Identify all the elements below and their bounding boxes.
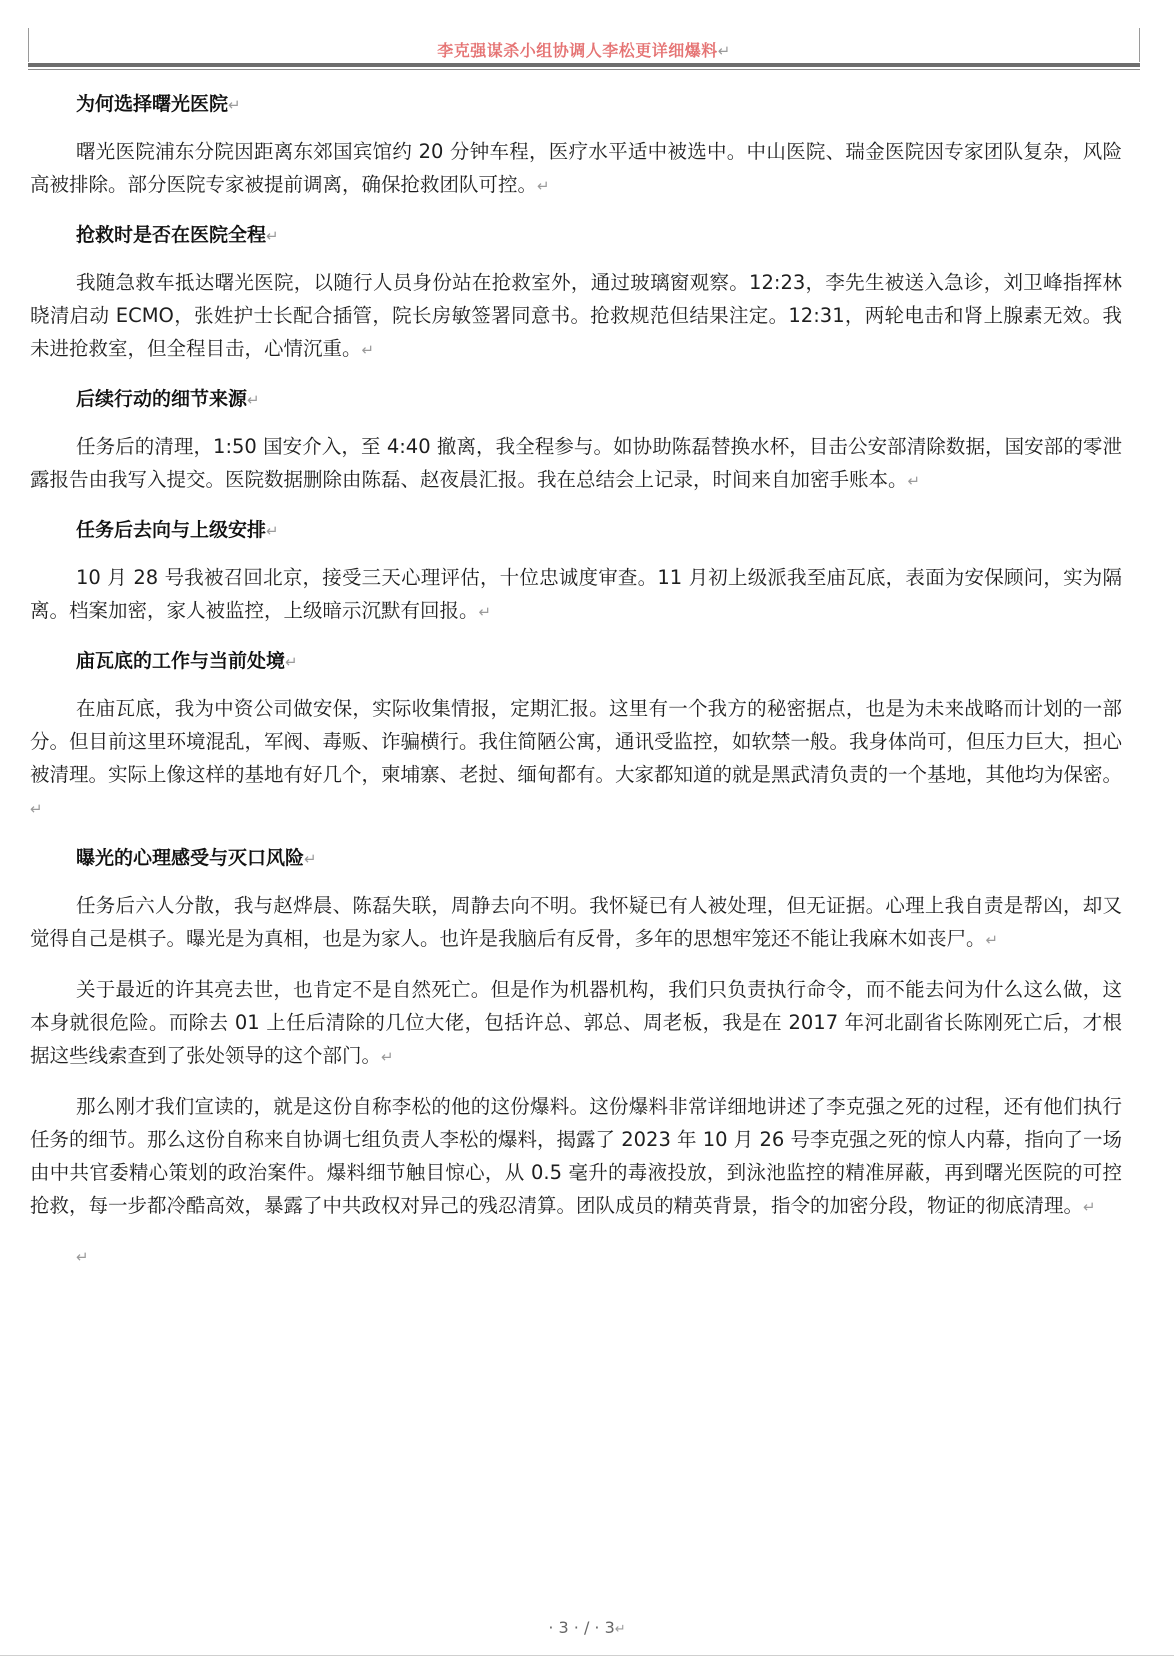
paragraph-mark-icon: ↵ [381, 1048, 394, 1066]
paragraph-mark-icon: ↵ [76, 1248, 89, 1266]
header-rule-thin [28, 69, 1140, 70]
paragraph-mark-icon: ↵ [285, 653, 298, 671]
section-paragraph: 曙光医院浦东分院因距离东郊国宾馆约 20 分钟车程，医疗水平适中被选中。中山医院、瑞金医院因专家团队复杂，风险高被排除。部分医院专家被提前调离，确保抢救团队可控。↵ [30, 140, 1122, 196]
header-rule-thick [28, 63, 1140, 67]
section-paragraph: 我随急救车抵达曙光医院，以随行人员身份站在抢救室外，通过玻璃窗观察。12:23，李先生被送入急诊，刘卫峰指挥林晓清启动 ECMO，张姓护士长配合插管，院长房敏签署同意书。抢救规范但结果注定。12:31，两轮电击和肾上腺素无效。我未进抢救室，但全程目击，心情沉重。↵ [30, 271, 1122, 360]
header-title: 李克强谋杀小组协调人李松更详细爆料↵ [437, 41, 731, 60]
paragraph-mark-icon: ↵ [247, 391, 260, 409]
paragraph-mark-icon: ↵ [228, 96, 241, 114]
section-paragraph: 任务后六人分散，我与赵烨晨、陈磊失联，周静去向不明。我怀疑已有人被处理，但无证据。心理上我自责是帮凶，却又觉得自己是棋子。曝光是为真相，也是为家人。也许是我脑后有反骨，多年的思想牢笼还不能让我麻木如丧尸。↵ [30, 894, 1122, 950]
paragraph-mark-icon: ↵ [1083, 1198, 1096, 1216]
section-heading: 任务后去向与上级安排↵ [76, 519, 279, 541]
closing-paragraph: 关于最近的许其亮去世，也肯定不是自然死亡。但是作为机器机构，我们只负责执行命令，而不能去问为什么这么做，这本身就很危险。而除去 01 上任后清除的几位大佬，包括许总、郭总、周老板，我是在 2017 年河北副省长陈刚死亡后，才根据这些线索查到了张处领导的这个部门。↵ [30, 978, 1122, 1067]
paragraph-mark-icon: ↵ [304, 850, 317, 868]
document-body[interactable] [30, 88, 1122, 1273]
paragraph-mark-icon: ↵ [30, 800, 43, 818]
page-bottom-edge [0, 1655, 1174, 1656]
paragraph-mark-icon: ↵ [907, 472, 921, 490]
closing-paragraph: 那么刚才我们宣读的，就是这份自称李松的他的这份爆料。这份爆料非常详细地讲述了李克强之死的过程，还有他们执行任务的细节。那么这份自称来自协调七组负责人李松的爆料，揭露了 2023 年 10 月 26 号李克强之死的惊人内幕，指向了一场由中共官委精心策划的政治案件。爆料细节触目惊心，从 0.5 毫升的毒液投放，到泳池监控的精准屏蔽，再到曙光医院的可控抢救，每一步都冷酷高效，暴露了中共政权对异己的残忍清算。团队成员的精英背景，指令的加密分段，物证的彻底清理。↵ [30, 1095, 1122, 1217]
page-number: · 3 · / · 3 [548, 1618, 615, 1637]
paragraph-mark-icon: ↵ [614, 1622, 626, 1637]
empty-paragraph [30, 1240, 1122, 1273]
paragraph-mark-icon: ↵ [266, 227, 279, 245]
page-footer [0, 1618, 1174, 1637]
section-paragraph: 10 月 28 号我被召回北京，接受三天心理评估，十位忠诚度审查。11 月初上级派我至庙瓦底，表面为安保顾问，实为隔离。档案加密，家人被监控，上级暗示沉默有回报。↵ [30, 566, 1122, 622]
page-header [28, 28, 1140, 68]
section-paragraph: 任务后的清理，1:50 国安介入，至 4:40 撤离，我全程参与。如协助陈磊替换水杯，目击公安部清除数据，国安部的零泄露报告由我写入提交。医院数据删除由陈磊、赵夜晨汇报。我在总结会上记录，时间来自加密手账本。↵ [30, 435, 1122, 491]
section-heading: 后续行动的细节来源↵ [76, 388, 260, 410]
section-heading: 抢救时是否在医院全程↵ [76, 224, 279, 246]
section-heading: 庙瓦底的工作与当前处境↵ [76, 650, 298, 672]
section-heading: 曝光的心理感受与灭口风险↵ [76, 847, 317, 869]
paragraph-mark-icon: ↵ [537, 177, 550, 195]
section-heading: 为何选择曙光医院↵ [76, 93, 241, 115]
paragraph-mark-icon: ↵ [985, 931, 999, 949]
paragraph-mark-icon: ↵ [266, 522, 279, 540]
paragraph-mark-icon: ↵ [478, 603, 492, 621]
paragraph-mark-icon: ↵ [361, 341, 375, 359]
paragraph-mark-icon: ↵ [717, 42, 731, 60]
section-paragraph: 在庙瓦底，我为中资公司做安保，实际收集情报，定期汇报。这里有一个我方的秘密据点，也是为未来战略而计划的一部分。但目前这里环境混乱，军阀、毒贩、诈骗横行。我住简陋公寓，通讯受监控，如软禁一般。我身体尚可，但压力巨大，担心被清理。实际上像这样的基地有好几个，柬埔寨、老挝、缅甸都有。大家都知道的就是黑武清负责的一个基地，其他均为保密。↵ [30, 697, 1123, 818]
